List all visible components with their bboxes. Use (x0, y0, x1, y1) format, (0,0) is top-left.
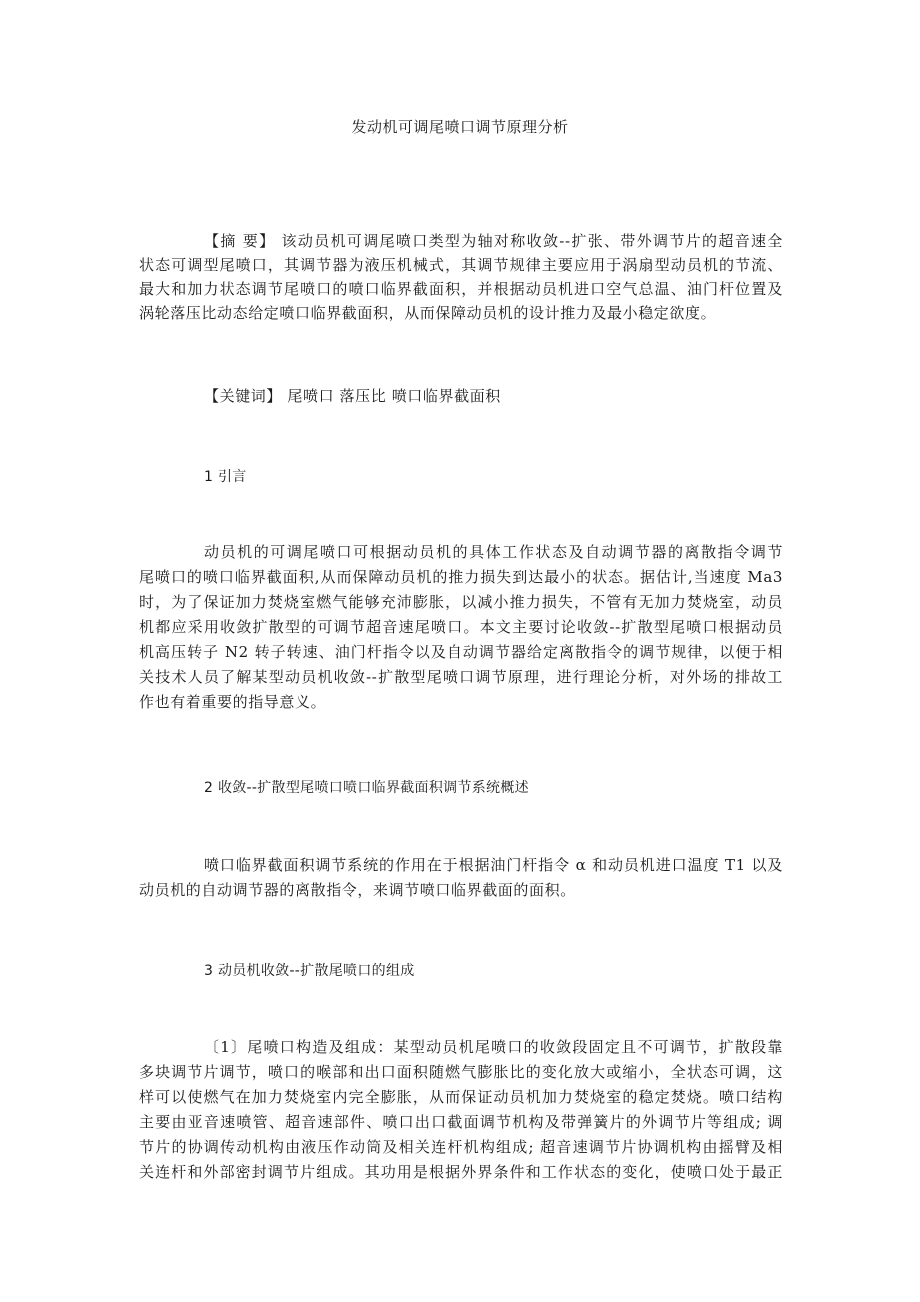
paragraph-line: 样可以使燃气在加力焚烧室内完全膨胀，从而保证动员机加力焚烧室的稳定焚烧。喷口结构 (139, 1088, 783, 1106)
paragraph-line: 喷口临界截面积调节系统的作用在于根据油门杆指令 α 和动员机进口温度 T1 以及 (204, 856, 783, 874)
section-heading-3: 3 动员机收敛--扩散尾喷口的组成 (204, 963, 415, 979)
paragraph-line: 主要由亚音速喷管、超音速部件、喷口出口截面调节机构及带弹簧片的外调节片等组成; 调 (139, 1113, 783, 1131)
paragraph-line: 节片的协调传动机构由液压作动筒及相关连杆机构组成; 超音速调节片协调机构由摇臂及相 (139, 1138, 783, 1156)
paragraph-line: 作也有着重要的指导意义。 (139, 693, 327, 711)
abstract-line: 最大和加力状态调节尾喷口的喷口临界截面积，并根据动员机进口空气总温、油门杆位置及 (139, 280, 783, 298)
paragraph-line: 多块调节片调节，喷口的喉部和出口面积随燃气膨胀比的变化放大或缩小，全状态可调，这 (139, 1063, 783, 1081)
section-heading-2: 2 收敛--扩散型尾喷口喷口临界截面积调节系统概述 (204, 780, 529, 796)
document-title: 发动机可调尾喷口调节原理分析 (351, 118, 569, 136)
abstract-line: 【摘 要】 该动员机可调尾喷口类型为轴对称收敛--扩张、带外调节片的超音速全 (204, 232, 783, 250)
paragraph-line: 〔1〕尾喷口构造及组成：某型动员机尾喷口的收敛段固定且不可调节，扩散段靠 (204, 1038, 783, 1056)
paragraph-line: 机高压转子 N2 转子转速、油门杆指令以及自动调节器给定离散指令的调节规律，以便于相 (139, 643, 783, 661)
paragraph-line: 机都应采用收敛扩散型的可调节超音速尾喷口。本文主要讨论收敛--扩散型尾喷口根据动员 (139, 618, 783, 636)
paragraph-line: 关技术人员了解某型动员机收敛--扩散型尾喷口调节原理，进行理论分析，对外场的排故工 (139, 668, 783, 686)
abstract-line: 状态可调型尾喷口，其调节器为液压机械式，其调节规律主要应用于涡扇型动员机的节流、 (139, 256, 783, 274)
paragraph-line: 关连杆和外部密封调节片组成。其功用是根据外界条件和工作状态的变化，使喷口处于最正 (139, 1163, 783, 1181)
paragraph-line: 时，为了保证加力焚烧室燃气能够充沛膨胀，以减小推力损失，不管有无加力焚烧室，动员 (139, 593, 783, 611)
paragraph-line: 尾喷口的喷口临界截面积,从而保障动员机的推力损失到达最小的状态。据估计,当速度 Ma3 (139, 568, 783, 586)
section-heading-1: 1 引言 (204, 469, 247, 485)
paragraph-line: 动员机的自动调节器的离散指令，来调节喷口临界截面的面积。 (139, 881, 576, 899)
paragraph-line: 动员机的可调尾喷口可根据动员机的具体工作状态及自动调节器的离散指令调节 (204, 543, 783, 561)
abstract-line: 涡轮落压比动态给定喷口临界截面积，从而保障动员机的设计推力及最小稳定欲度。 (139, 304, 717, 322)
keywords: 【关键词】 尾喷口 落压比 喷口临界截面积 (204, 387, 501, 405)
